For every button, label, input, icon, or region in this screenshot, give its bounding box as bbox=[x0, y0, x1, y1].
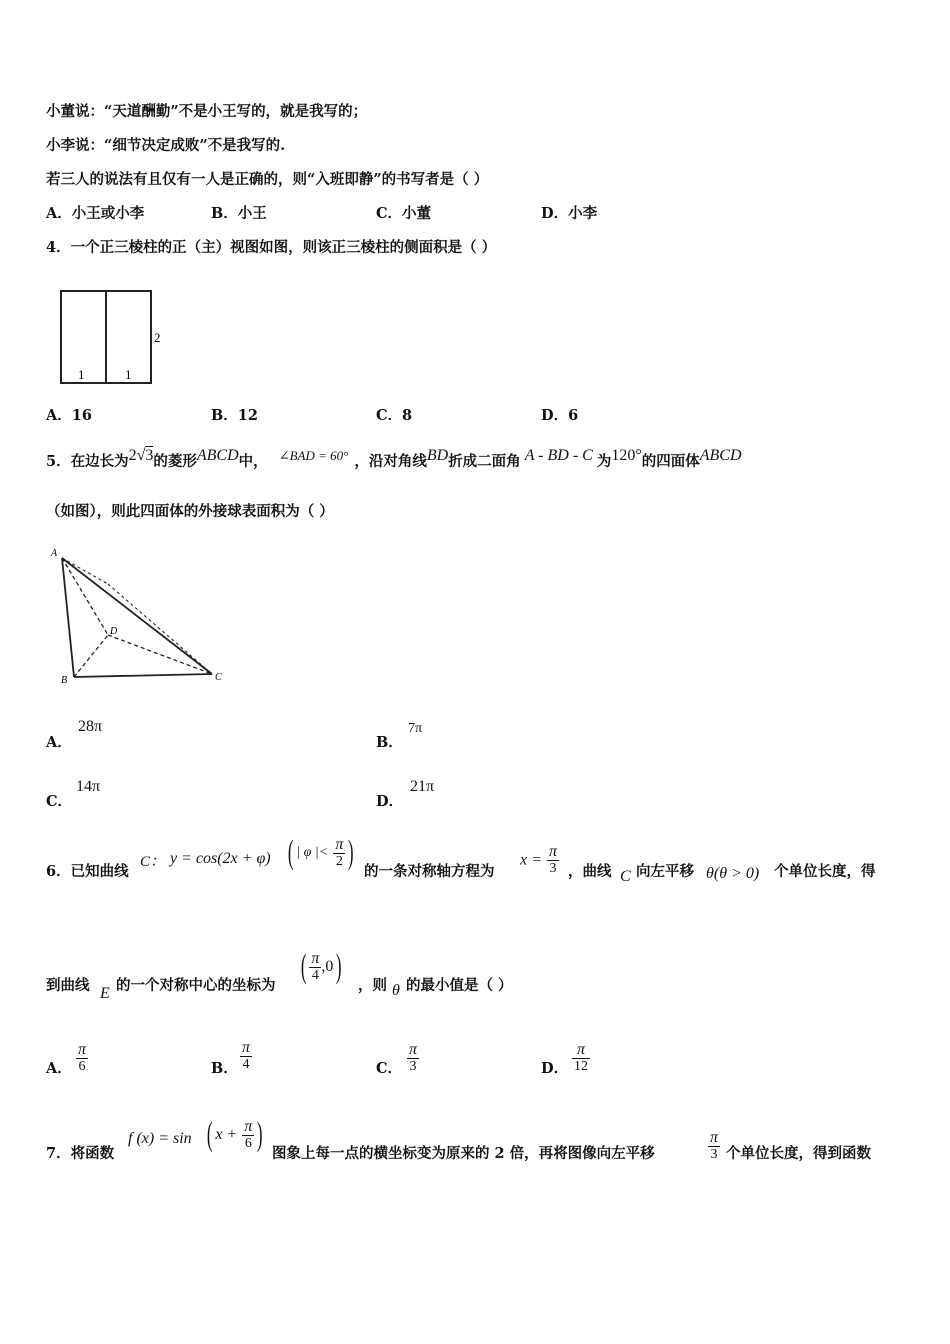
q3-line-3: 若三人的说法有且仅有一人是正确的，则“入班即静”的书写者是（ ） bbox=[46, 171, 489, 188]
q5-option-b[interactable]: B． bbox=[376, 734, 403, 751]
q3-option-a[interactable]: A．小王或小李 bbox=[46, 205, 145, 222]
q5-stem-line-2: （如图），则此四面体的外接球表面积为（ ） bbox=[46, 503, 334, 520]
q6-center-point: ( $\frac{\pi}{4}$ ,0) bbox=[300, 948, 342, 985]
q6-option-d-value: $\frac{\pi}{12}$ bbox=[574, 1041, 588, 1074]
q7-function: f (x) = sin bbox=[128, 1130, 192, 1147]
q4-option-b[interactable]: B．12 bbox=[211, 407, 258, 424]
q6-option-d[interactable]: D． bbox=[541, 1060, 569, 1077]
q7-argument: ( x + $\frac{\pi}{6}$ ) bbox=[206, 1116, 263, 1153]
label-base-right: 1 bbox=[125, 367, 132, 382]
q6-stem-line-2-b: 的一个对称中心的坐标为 bbox=[116, 977, 276, 994]
q6-stem-line-2-a: 到曲线 bbox=[46, 977, 90, 994]
q5-option-c[interactable]: C． bbox=[46, 793, 73, 810]
q6-stem-line-1-d: 向左平移 bbox=[636, 863, 694, 880]
q5-option-d-value: 21π bbox=[410, 778, 435, 795]
q7-stem-c: 个单位长度，得到函数 bbox=[726, 1145, 871, 1162]
q6-option-a[interactable]: A． bbox=[46, 1060, 72, 1077]
q6-option-b[interactable]: B． bbox=[211, 1060, 238, 1077]
q6-option-a-value: $\frac{\pi}{6}$ bbox=[78, 1041, 87, 1074]
q3-line-1: 小董说：“天道酬勤”不是小王写的，就是我写的； bbox=[46, 103, 368, 120]
q6-equation: y = cos(2x + φ) bbox=[170, 850, 271, 867]
q3-option-d[interactable]: D．小李 bbox=[541, 205, 598, 222]
q6-stem-line-1-a: 6．已知曲线 bbox=[46, 863, 129, 880]
q6-curve-e: E bbox=[100, 985, 110, 1002]
q4-stem: 4．一个正三棱柱的正（主）视图如图，则该正三棱柱的侧面积是（ ） bbox=[46, 239, 497, 256]
q6-stem-line-1-b: 的一条对称轴方程为 bbox=[364, 863, 495, 880]
vertex-c: C bbox=[215, 672, 222, 683]
q6-theta: θ bbox=[392, 982, 400, 999]
q3-option-b[interactable]: B．小王 bbox=[211, 205, 267, 222]
label-height: 2 bbox=[154, 330, 161, 345]
q5-option-b-value: 7π bbox=[408, 721, 423, 736]
q5-option-a-value: 28π bbox=[78, 718, 103, 735]
q6-option-c[interactable]: C． bbox=[376, 1060, 403, 1077]
vertex-a: A bbox=[51, 548, 58, 559]
q5-option-a[interactable]: A． bbox=[46, 734, 72, 751]
q6-curve-c-2: C bbox=[620, 868, 631, 885]
q6-option-b-value: $\frac{\pi}{4}$ bbox=[242, 1039, 251, 1072]
q4-option-c[interactable]: C．8 bbox=[376, 407, 413, 424]
vertex-d: D bbox=[110, 626, 118, 637]
q6-stem-line-1-e: 个单位长度，得 bbox=[774, 863, 876, 880]
label-base-left: 1 bbox=[78, 367, 85, 382]
q6-stem-line-2-d: 的最小值是（ ） bbox=[406, 977, 513, 994]
q5-option-d[interactable]: D． bbox=[376, 793, 404, 810]
q4-front-view-figure bbox=[44, 284, 174, 388]
q7-shift: $\frac{\pi}{3}$ bbox=[710, 1129, 719, 1162]
q6-condition: ( | φ |< $\frac{\pi}{2}$ ) bbox=[287, 834, 354, 871]
vertex-b: B bbox=[61, 675, 68, 686]
q6-stem-line-1-c: ，曲线 bbox=[568, 863, 612, 880]
q3-option-c[interactable]: C．小董 bbox=[376, 205, 432, 222]
q7-stem-a: 7．将函数 bbox=[46, 1145, 115, 1162]
q5-stem-line-1: 5．在边长为2√3的菱形ABCD中， ∠BAD = 60° ，沿对角线BD折成二面角 A - BD - C 为120°的四面体ABCD bbox=[46, 447, 742, 470]
q6-axis-eq: x = $\frac{\pi}{3}$ bbox=[520, 843, 558, 876]
q6-theta-expr: θ(θ > 0) bbox=[706, 865, 760, 882]
q3-line-2: 小李说：“细节决定成败”不是我写的. bbox=[46, 137, 286, 154]
q6-curve-c: C： bbox=[140, 854, 166, 870]
q4-option-d[interactable]: D．6 bbox=[541, 407, 579, 424]
q6-option-c-value: $\frac{\pi}{3}$ bbox=[409, 1041, 418, 1074]
q5-tetrahedron-figure bbox=[44, 544, 234, 690]
q4-option-a[interactable]: A．16 bbox=[46, 407, 92, 424]
q7-stem-b: 图象上每一点的横坐标变为原来的 2 倍，再将图像向左平移 bbox=[272, 1145, 655, 1162]
q6-stem-line-2-c: ，则 bbox=[358, 977, 387, 994]
q5-option-c-value: 14π bbox=[76, 778, 101, 795]
